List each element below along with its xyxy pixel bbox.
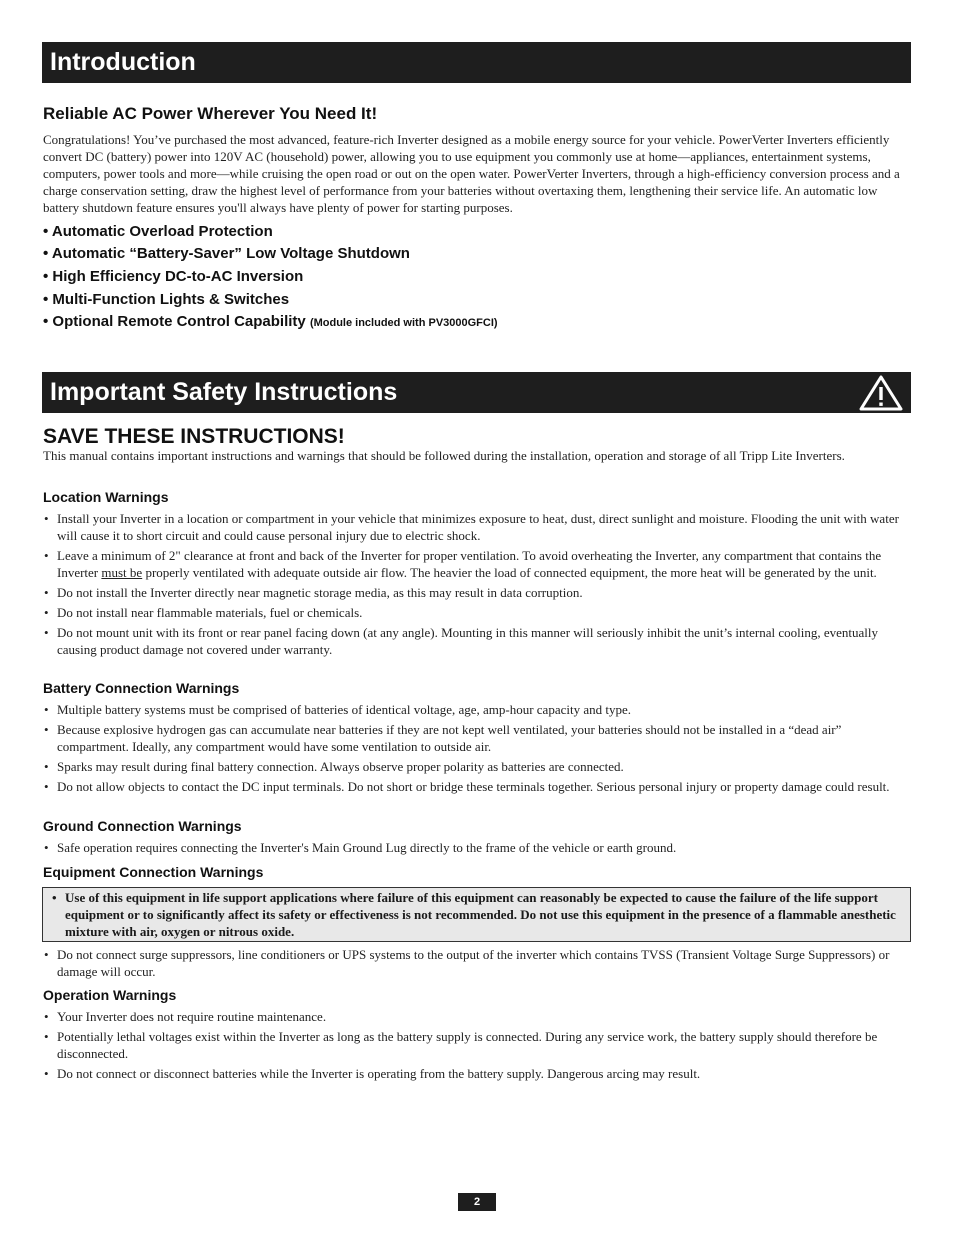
location-warnings-list — [43, 510, 913, 661]
list-item: • Do not connect or disconnect batteries while the Inverter is operating from the battery supply. Dangerous arcing may result. — [43, 1065, 913, 1082]
battery-warnings-heading: Battery Connection Warnings — [43, 680, 240, 696]
save-instructions-heading: SAVE THESE INSTRUCTIONS! — [43, 425, 345, 448]
list-item: • Do not install near flammable materials, fuel or chemicals. — [43, 604, 913, 621]
list-item: • Because explosive hydrogen gas can accumulate near batteries if they are not kept well ventilated, your batteries should not be installed in a “dead air” compartment. Ideally, any compartment would have some ventilation to outside air. — [43, 721, 913, 755]
battery-warnings-list — [43, 701, 913, 798]
list-item: • Safe operation requires connecting the Inverter's Main Ground Lug directly to the frame of the vehicle or earth ground. — [43, 839, 913, 856]
introduction-banner — [42, 42, 911, 83]
list-item: • Your Inverter does not require routine maintenance. — [43, 1008, 913, 1025]
list-item: • Install your Inverter in a location or compartment in your vehicle that minimizes exposure to heat, dust, direct sunlight and moisture. Flooding the unit with water will cause it to short circuit and could cause personal injury due to electric shock. — [43, 510, 913, 544]
list-item: • Do not allow objects to contact the DC input terminals. Do not short or bridge these terminals together. Serious personal injury or property damage could result. — [43, 778, 913, 795]
ground-warnings-heading: Ground Connection Warnings — [43, 818, 242, 834]
equipment-warnings-heading: Equipment Connection Warnings — [43, 864, 264, 880]
feature-item: • Multi-Function Lights & Switches — [43, 291, 290, 308]
life-support-warning-box: • Use of this equipment in life support applications where failure of this equipment can reasonably be expected to cause the failure of the life support equipment or to significantly affect its safety or effectiveness is not recommended. Do not use this equipment in the presence of a flammable anesthetic mixture with air, oxygen or nitrous oxide. — [42, 887, 911, 942]
location-warnings-heading: Location Warnings — [43, 489, 169, 505]
operation-warnings-list — [43, 1008, 913, 1085]
intro-paragraph: Congratulations! You’ve purchased the most advanced, feature-rich Inverter designed as a mobile energy source for your vehicle. PowerVerter Inverters efficiently convert DC (battery) power into 120V AC (household) power, allowing you to use equipment you commonly use at home—appliances, entertainment systems, computers, power tools and more—while cruising the open road or out on the open water. PowerVerter Inverters, through a high-efficiency conversion process and a charge conservation setting, draw the highest level of performance from your batteries without overtaxing them, lengthening their service life. An automatic low battery shutdown feature ensures you'll always have plenty of power for starting purposes. — [43, 132, 900, 215]
list-item: • Potentially lethal voltages exist within the Inverter as long as the battery supply is connected. During any service work, the battery supply should therefore be disconnected. — [43, 1028, 913, 1062]
feature-item: • Automatic “Battery-Saver” Low Voltage Shutdown — [43, 245, 410, 262]
operation-warnings-heading: Operation Warnings — [43, 987, 177, 1003]
list-item: • Sparks may result during final battery connection. Always observe proper polarity as batteries are connected. — [43, 758, 913, 775]
warning-triangle-icon — [859, 375, 903, 411]
feature-label: • Optional Remote Control Capability — [43, 313, 306, 330]
introduction-title: Introduction — [50, 48, 196, 76]
ground-warnings-list — [43, 839, 913, 859]
list-item: • Multiple battery systems must be comprised of batteries of identical voltage, age, amp-hour capacity and type. — [43, 701, 913, 718]
safety-banner — [42, 372, 911, 413]
feature-item: • Automatic Overload Protection — [43, 223, 273, 240]
feature-note: (Module included with PV3000GFCI) — [309, 317, 498, 329]
save-instructions-text: This manual contains important instructions and warnings that should be followed during the installation, operation and storage of all Tripp Lite Inverters. — [43, 448, 845, 463]
emphasis-text: must be — [101, 565, 143, 580]
list-item: • Do not connect surge suppressors, line conditioners or UPS systems to the output of the inverter which contains TVSS (Transient Voltage Surge Suppressors) or damage will occur. — [43, 946, 913, 980]
list-item: • Leave a minimum of 2" clearance at front and back of the Inverter for proper ventilation. To avoid overheating the Inverter, any compartment that contains the Inverter must be properly ventilated with adequate outside air flow. The heavier the load of connected equipment, the more heat will be generated by the unit. — [43, 547, 913, 581]
intro-subtitle: Reliable AC Power Wherever You Need It! — [43, 104, 378, 123]
feature-item: • High Efficiency DC-to-AC Inversion — [43, 268, 304, 285]
equipment-warnings-list — [43, 946, 913, 983]
feature-item — [43, 313, 498, 330]
page-number: 2 — [458, 1193, 496, 1211]
safety-title: Important Safety Instructions — [50, 378, 398, 406]
list-item: • Do not install the Inverter directly near magnetic storage media, as this may result in data corruption. — [43, 584, 913, 601]
list-item: • Do not mount unit with its front or rear panel facing down (at any angle). Mounting in this manner will seriously inhibit the unit’s internal cooling, eventually causing product damage not covered under warranty. — [43, 624, 913, 658]
